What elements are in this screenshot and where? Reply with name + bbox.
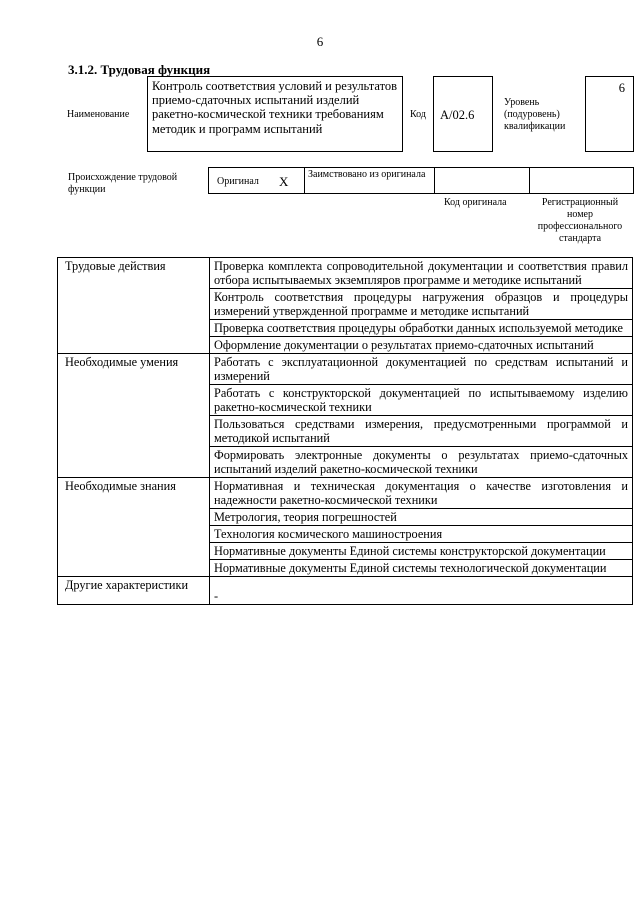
original-mark: Х: [279, 174, 289, 189]
level-label: Уровень (подуровень) квалификации: [504, 97, 566, 132]
row-item: Метрология, теория погрешностей: [210, 509, 633, 526]
name-label: Наименование: [67, 109, 130, 120]
row-item: Формировать электронные документы о результатах приемо-сдаточных испытаний изделий ракетно-космической техники: [210, 447, 633, 478]
borrowed-label: Заимствовано из оригинала: [308, 169, 426, 180]
row-category: Трудовые действия: [58, 258, 210, 354]
origin-row: [208, 167, 634, 194]
row-item: Контроль соответствия процедуры нагружения образцов и процедуры измерений утвержденной программе и методике испытаний: [210, 289, 633, 320]
competency-table: [57, 257, 633, 605]
row-category: Другие характеристики: [58, 577, 210, 605]
code-label: Код: [410, 109, 426, 120]
row-item: Пользоваться средствами измерения, предусмотренными программой и методикой испытаний: [210, 416, 633, 447]
original-label: Оригинал: [217, 176, 259, 187]
row-category: Необходимые умения: [58, 354, 210, 478]
table-row: [58, 478, 633, 509]
level-box: [585, 76, 634, 152]
section-title: 3.1.2. Трудовая функция: [68, 62, 211, 77]
row-item: Проверка соответствия процедуры обработки данных используемой методике: [210, 320, 633, 337]
code-value: А/02.6: [440, 108, 475, 122]
function-name-value: Контроль соответствия условий и результатов приемо-сдаточных испытаний изделий ракетно-космической техники требованиям методик и программ испытаний: [152, 79, 398, 136]
table-row: [58, 577, 633, 605]
row-item: Работать с конструкторской документацией по испытываемому изделию ракетно-космической техники: [210, 385, 633, 416]
table-row: [58, 354, 633, 385]
row-item: Работать с эксплуатационной документацией по средствам испытаний и измерений: [210, 354, 633, 385]
origin-divider-2: [434, 168, 435, 193]
row-category: Необходимые знания: [58, 478, 210, 577]
code-original-caption: Код оригинала: [444, 197, 507, 208]
row-item: Нормативная и техническая документация о качестве изготовления и надежности ракетно-космической техники: [210, 478, 633, 509]
row-item: Нормативные документы Единой системы конструкторской документации: [210, 543, 633, 560]
page-number: 6: [316, 34, 324, 49]
table-row: [58, 258, 633, 289]
function-name-box: [147, 76, 403, 152]
reg-number-caption: Регистрационный номер профессионального стандарта: [537, 197, 623, 244]
origin-label: Происхождение трудовой функции: [68, 172, 178, 195]
row-item: Оформление документации о результатах приемо-сдаточных испытаний: [210, 337, 633, 354]
code-box: [433, 76, 493, 152]
row-item: Нормативные документы Единой системы технологической документации: [210, 560, 633, 577]
level-value: 6: [618, 81, 625, 95]
origin-divider-1: [304, 168, 305, 193]
row-item: -: [210, 577, 633, 605]
row-item: Технология космического машиностроения: [210, 526, 633, 543]
origin-divider-3: [529, 168, 530, 193]
row-item: Проверка комплекта сопроводительной документации и соответствия правил отбора испытываемых экземпляров программе и методике испытаний: [210, 258, 633, 289]
